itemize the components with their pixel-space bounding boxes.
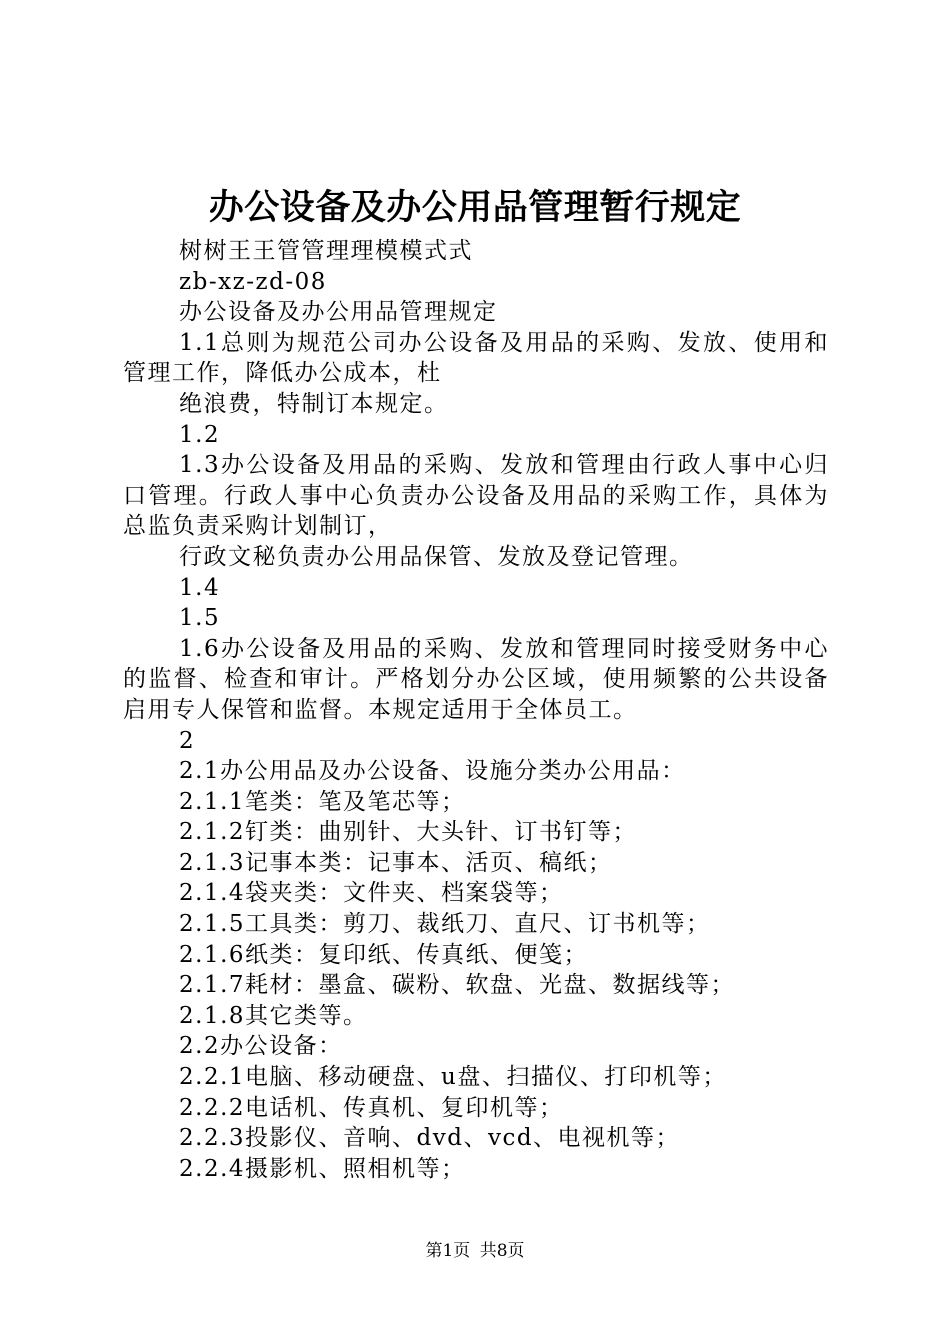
paragraph: 2.2办公设备： (179, 1033, 343, 1060)
page-total: 共8页 (479, 1241, 525, 1261)
document-body (123, 236, 829, 1184)
page-number: 第1页 (425, 1241, 471, 1261)
paragraph: 2.1.3记事本类：记事本、活页、稿纸； (179, 849, 613, 876)
paragraph: 2.2.3投影仪、音响、dvd、vcd、电视机等； (179, 1125, 681, 1152)
paragraph: 2.2.2电话机、传真机、复印机等； (179, 1094, 564, 1121)
paragraph: 行政文秘负责办公用品保管、发放及登记管理。 (179, 543, 694, 570)
paragraph: 2.1.6纸类：复印纸、传真纸、便笺； (179, 941, 589, 968)
page-footer (0, 1239, 950, 1263)
paragraph: 1.4 (179, 574, 221, 601)
paragraph: 2.1.8其它类等。 (179, 1002, 368, 1029)
paragraph: 1.3办公设备及用品的采购、发放和管理由行政人事中心归口管理。行政人事中心负责办公设备及用品的采购工作，具体为总监负责采购计划制订， (123, 452, 829, 540)
paragraph: 2.1.4袋夹类：文件夹、档案袋等； (179, 880, 564, 907)
paragraph: 绝浪费，特制订本规定。 (179, 390, 449, 417)
paragraph: 办公设备及办公用品管理规定 (179, 299, 498, 326)
paragraph: 2.1.7耗材：墨盒、碳粉、软盘、光盘、数据线等； (179, 972, 736, 999)
paragraph: 1.6办公设备及用品的采购、发放和管理同时接受财务中心的监督、检查和审计。严格划分办公区域，使用频繁的公共设备启用专人保管和监督。本规定适用于全体员工。 (123, 635, 829, 723)
paragraph: zb-xz-zd-08 (179, 268, 327, 295)
paragraph: 2.1.2钉类：曲别针、大头针、订书钉等； (179, 819, 638, 846)
paragraph: 树树王王管管理理模模式式 (179, 238, 473, 264)
paragraph: 2.2.4摄影机、照相机等； (179, 1155, 466, 1182)
paragraph: 2.1办公用品及办公设备、设施分类办公用品： (179, 758, 686, 785)
document-title: 办公设备及办公用品管理暂行规定 (208, 187, 742, 228)
paragraph: 1.2 (179, 421, 221, 448)
paragraph: 2 (179, 727, 196, 754)
paragraph: 2.2.1电脑、移动硬盘、u盘、扫描仪、打印机等； (179, 1064, 727, 1091)
paragraph: 1.5 (179, 605, 221, 632)
paragraph: 2.1.1笔类：笔及笔芯等； (179, 788, 466, 815)
paragraph: 2.1.5工具类：剪刀、裁纸刀、直尺、订书机等； (179, 911, 711, 938)
paragraph: 1.1总则为规范公司办公设备及用品的采购、发放、使用和管理工作，降低办公成本，杜 (123, 329, 829, 387)
